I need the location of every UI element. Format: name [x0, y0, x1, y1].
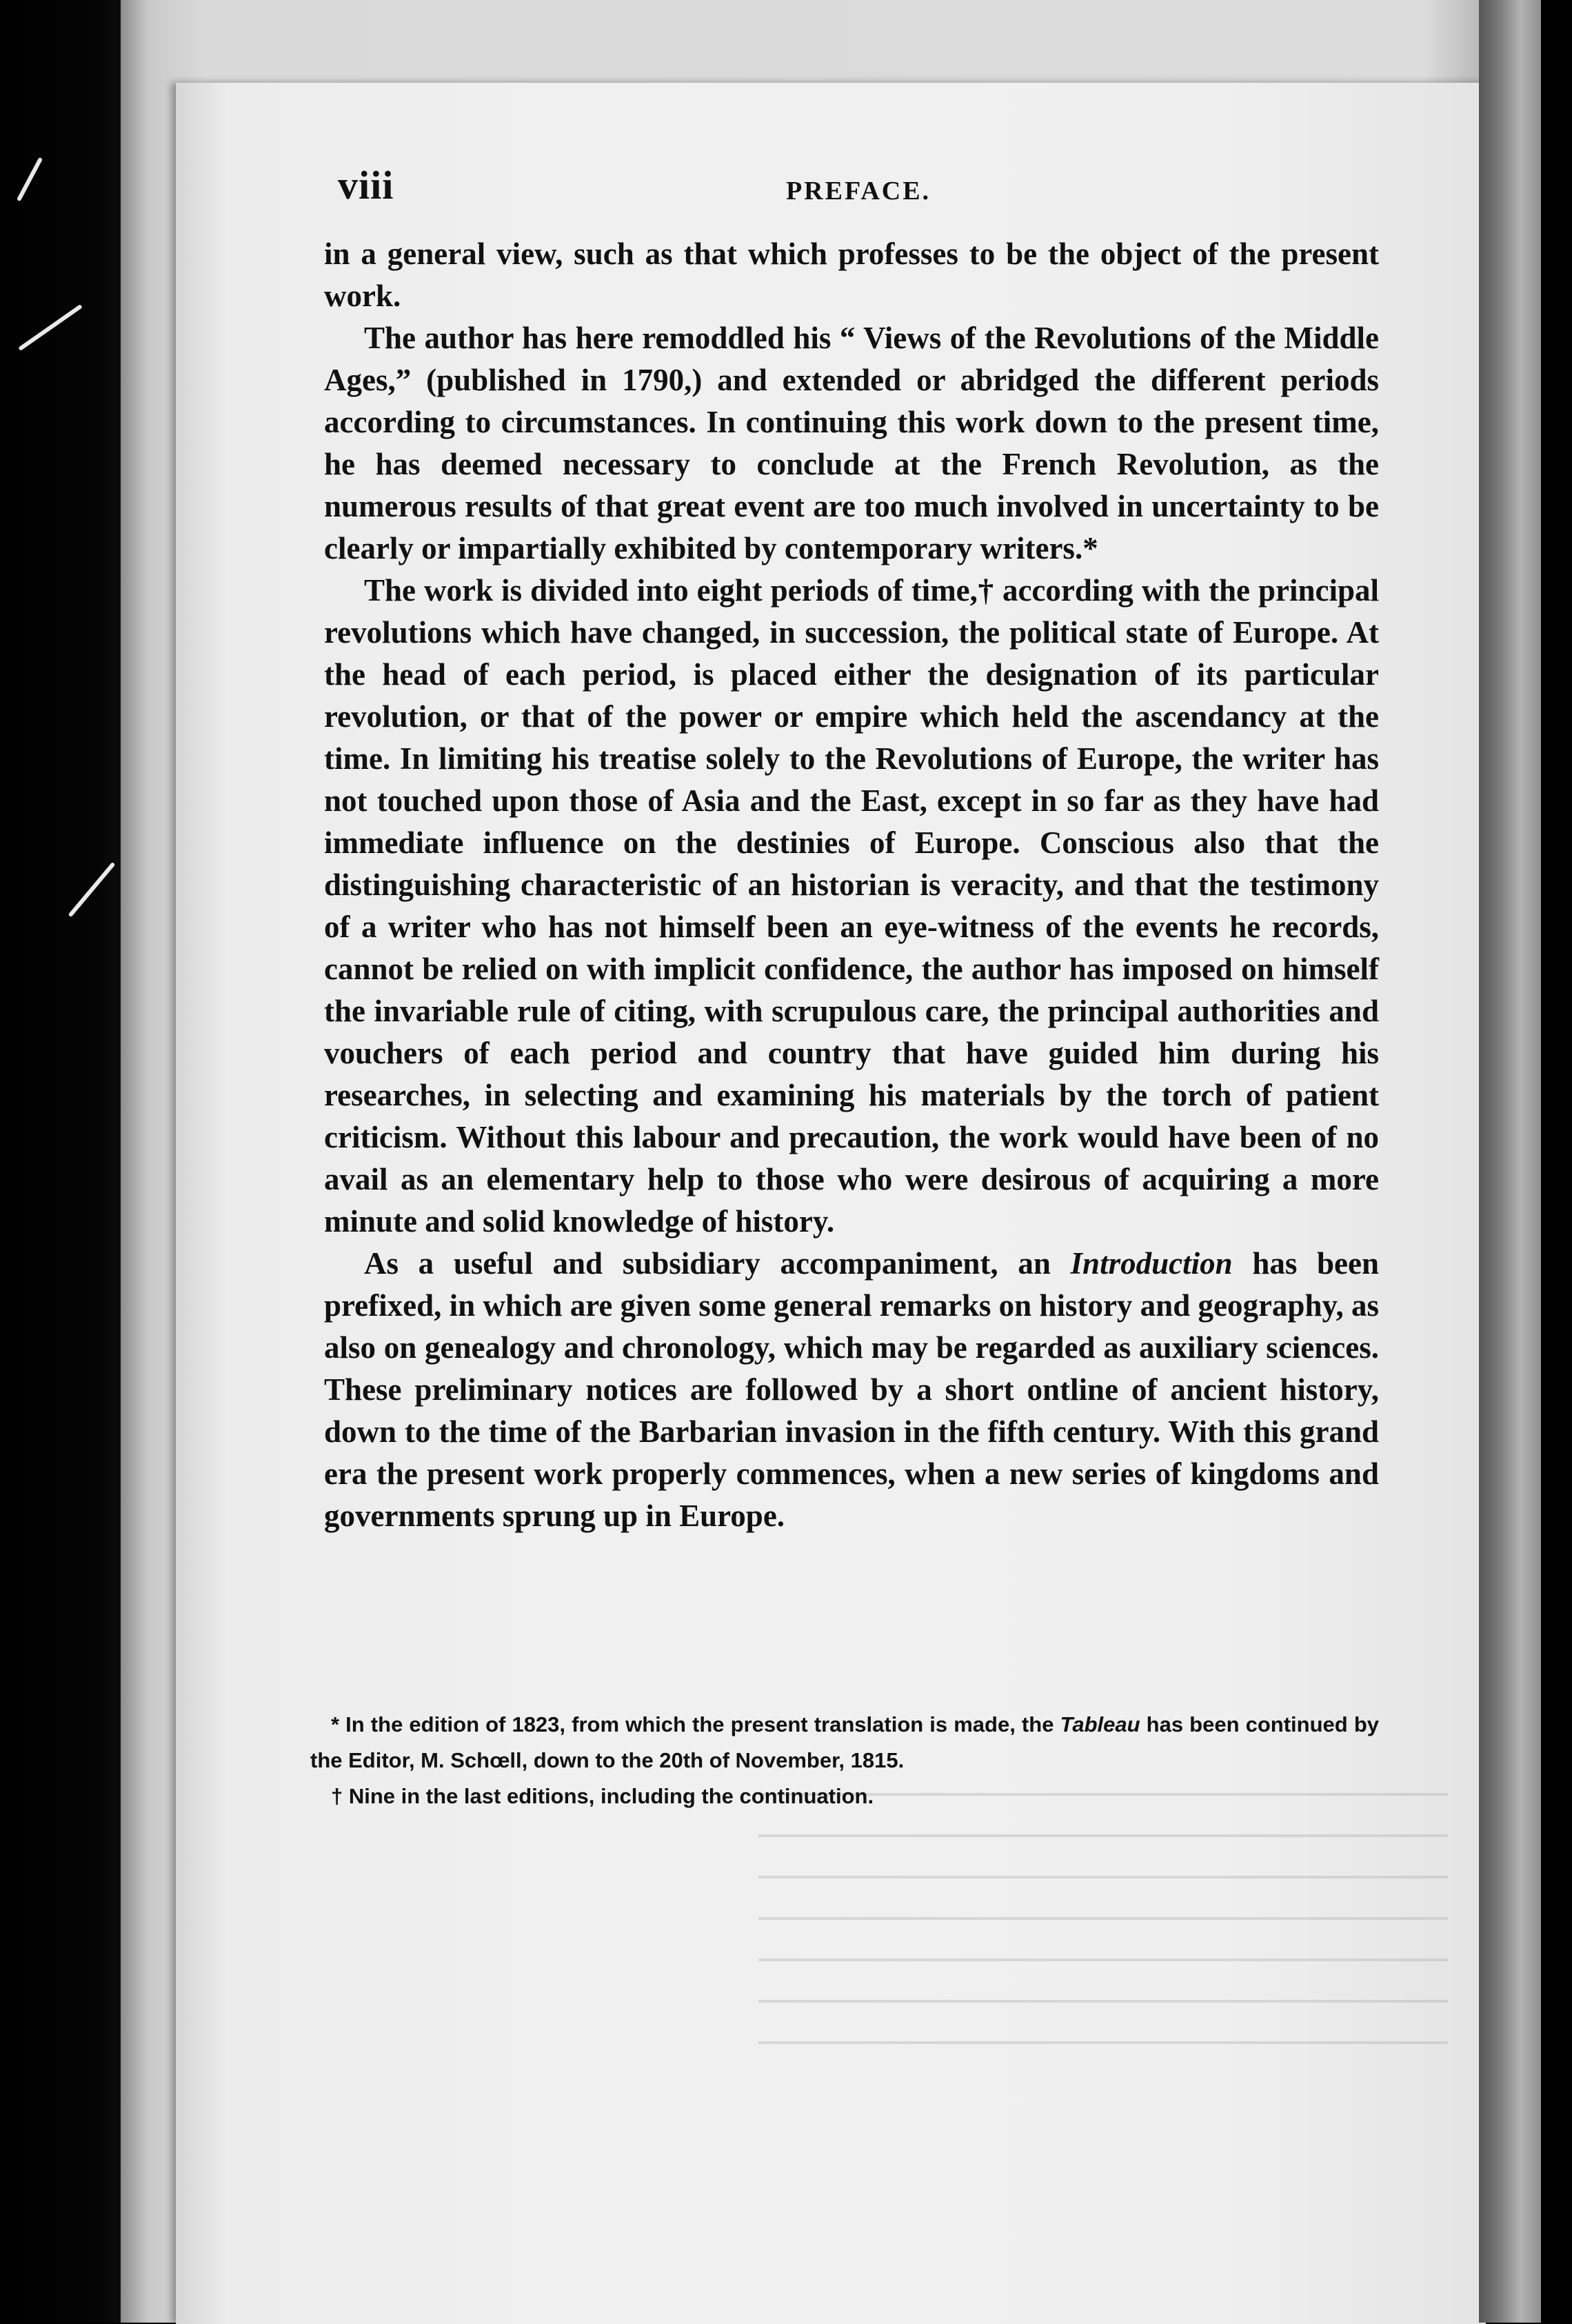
paragraph-4-start: As a useful and subsidiary accompaniment, an [364, 1246, 1051, 1281]
bleed-through-text [758, 1793, 1448, 2069]
running-title: PREFACE. [785, 177, 931, 206]
footnote-star [310, 1707, 1379, 1779]
paragraph-3: The work is divided into eight periods of time,† according with the principal revolutions which have changed, in succession, the political state of Europe. At the head of each period, is placed either the designation of its particular revolution, or that of the power or empire which held the ascendancy at the time. In limiting his treatise solely to the Revolutions of Europe, the writer has not touched upon those of Asia and the East, except in so far as they have had immediate influence on the destinies of Europe. Conscious also that the distinguishing characteristic of an historian is veracity, and that the testimony of a writer who has not himself been an eye-witness of the events he records, cannot be relied on with implicit confidence, the author has imposed on himself the invariable rule of citing, with scrupulous care, the principal authorities and vouchers of each period and country that have guided him during his researches, in selecting and examining his materials by the torch of patient criticism. Without this labour and precaution, the work would have been of no avail as an elementary help to those who were desirous of acquiring a more minute and solid knowledge of history. [324, 573, 1379, 1239]
scan-streak [18, 304, 83, 351]
tableau-emphasis: Tableau [1060, 1712, 1140, 1736]
paragraph-1: in a general view, such as that which professes to be the object of the present work. [324, 237, 1379, 313]
page-number: viii [338, 163, 394, 208]
footnotes [310, 1707, 1379, 1814]
right-dark-margin [1541, 0, 1572, 2323]
paragraph-4 [324, 1243, 1379, 1537]
introduction-emphasis: Introduction [1070, 1246, 1233, 1281]
left-dark-margin [0, 0, 138, 2323]
footnote-star-start: * In the edition of 1823, from which the present translation is made, the [331, 1712, 1054, 1736]
running-head [338, 162, 1379, 224]
main-text [324, 233, 1379, 1537]
paragraph-2: The author has here remoddled his “ Views of the Revolutions of the Middle Ages,” (published in 1790,) and extended or abridged the different periods according to circumstances. In continuing this work down to the present time, he has deemed necessary to conclude at the French Revolution, as the numerous results of that great event are too much involved in uncertainty to be clearly or impartially exhibited by contemporary writers.* [324, 321, 1379, 565]
scan-streak [68, 862, 116, 917]
footnote-dagger: † Nine in the last editions, including the continuation. [331, 1784, 874, 1808]
paragraph-4-end: has been prefixed, in which are given some general remarks on history and geography, as also on genealogy and chronology, which may be regarded as auxiliary sciences. These preliminary notices are followed by a short ontline of ancient history, down to the time of the Barbarian invasion in the fifth century. With this grand era the present work properly commences, when a new series of kingdoms and governments sprung up in Europe. [324, 1246, 1380, 1533]
scan-streak [17, 157, 43, 202]
footnote-star-end: has been continued by the Editor, M. Schœll, down to the 20th of November, 1815. [310, 1712, 1379, 1772]
